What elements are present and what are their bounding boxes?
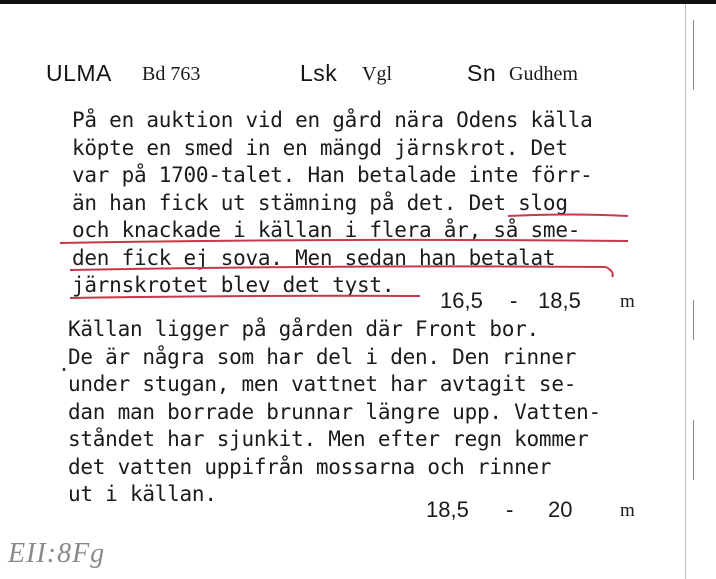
- margin-dot: .: [58, 352, 71, 376]
- text-line: det vatten uppifrån mossarna och rinner: [68, 455, 552, 479]
- distance-dash: -: [510, 288, 518, 313]
- archive-code: EII:8Fg: [8, 538, 106, 569]
- distance-from: 18,5: [426, 497, 469, 522]
- distance-from: 16,5: [440, 288, 483, 313]
- record-number: Bd 763: [142, 63, 201, 85]
- place-label: Sn: [467, 60, 497, 86]
- card-top-edge: [0, 0, 716, 4]
- text-line: och knackade i källan i flera år, så sme-: [72, 218, 581, 242]
- distance-to: 18,5: [538, 288, 581, 313]
- parish-value: Vgl: [362, 63, 392, 85]
- text-line: köpte en smed in en mängd järnskrot. Det: [72, 136, 568, 160]
- distance-unit: m: [620, 500, 635, 521]
- text-line: än han fick ut stämning på det. Det slog: [72, 191, 568, 215]
- parish-label: Lsk: [300, 60, 338, 86]
- text-line: ståndet har sjunkit. Men efter regn kommer: [68, 427, 589, 451]
- text-line: under stugan, men vattnet har avtagit se-: [68, 372, 577, 396]
- text-line: De är några som har del i den. Den rinner: [68, 345, 577, 369]
- distance-unit: m: [620, 291, 635, 312]
- text-line: var på 1700-talet. Han betalade inte förr-: [72, 163, 593, 187]
- place-value: Gudhem: [509, 63, 578, 85]
- text-line: ut i källan.: [68, 482, 217, 506]
- card-edge-mark: [693, 420, 694, 480]
- text-line: den fick ej sova. Men sedan han betalat: [72, 246, 556, 270]
- card-edge-mark: [693, 300, 694, 340]
- text-line: På en auktion vid en gård nära Odens källa: [72, 108, 593, 132]
- underline-stroke: [606, 267, 613, 277]
- card-edge-mark: [693, 20, 694, 90]
- distance-dash: -: [506, 497, 514, 522]
- card-right-edge: [685, 4, 686, 579]
- text-line: dan man borrade brunnar längre upp. Vatten-: [68, 400, 601, 424]
- text-line: Källan ligger på gården där Front bor.: [68, 317, 539, 341]
- text-line: järnskrotet blev det tyst.: [72, 273, 395, 297]
- distance-to: 20: [548, 497, 573, 522]
- source-label: ULMA: [46, 60, 112, 86]
